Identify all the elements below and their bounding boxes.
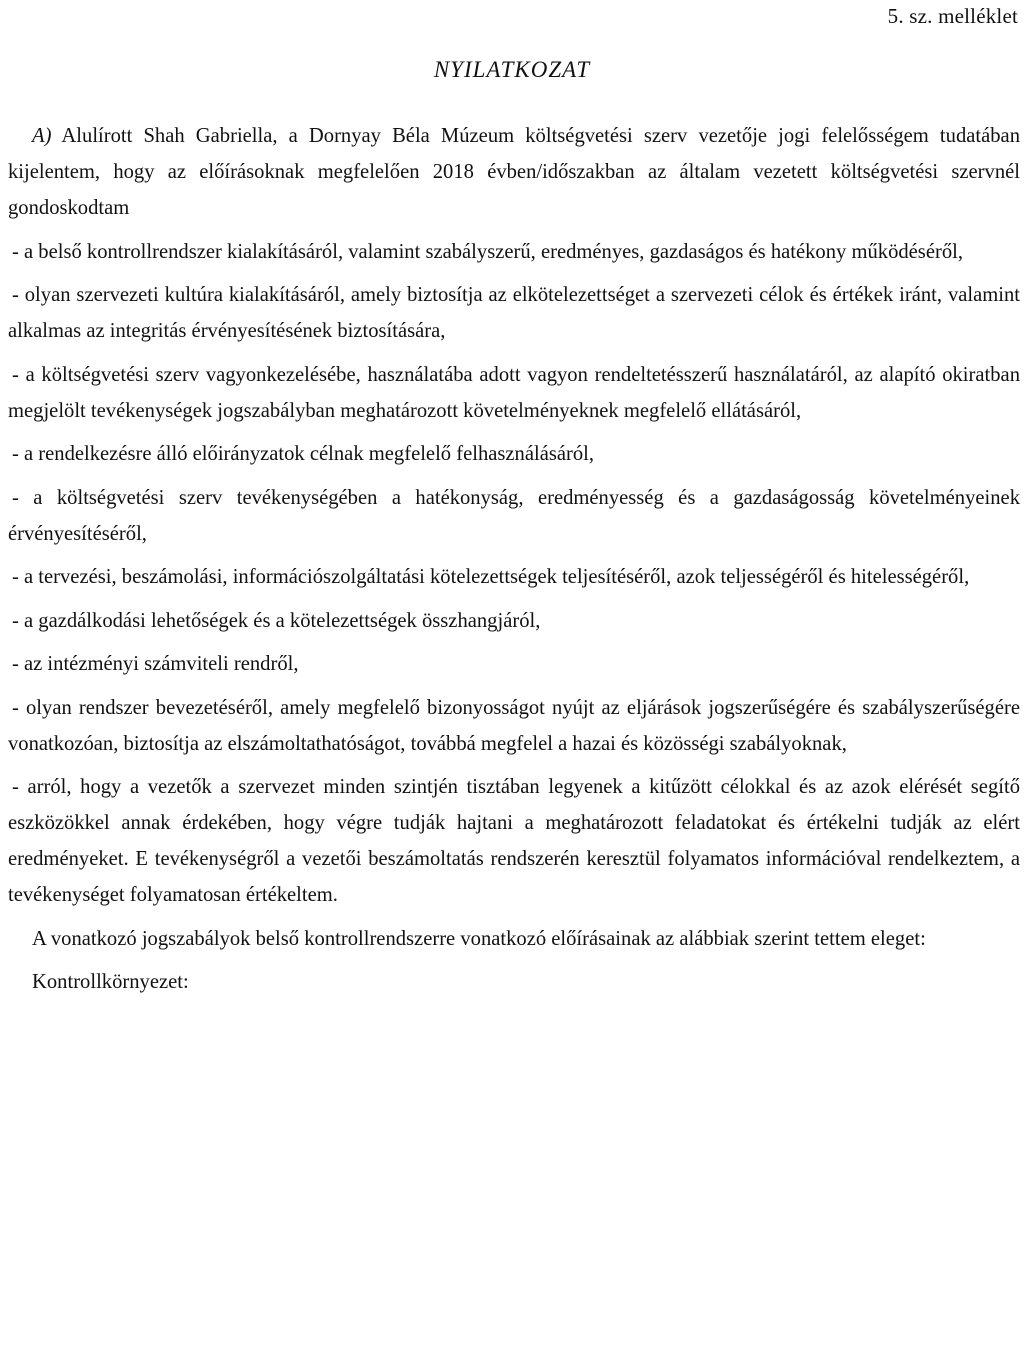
list-item: - a gazdálkodási lehetőségek és a kötelezettségek összhangjáról, <box>12 609 541 632</box>
section-heading: Kontrollkörnyezet: <box>32 971 189 993</box>
intro-text: Alulírott Shah Gabriella, a Dornyay Béla Múzeum költségvetési szerv vezetője jogi felelősségem tudatában kijelentem, hogy az előírásoknak megfelelően 2018 évben/időszakban az általam vezetett költségvetési szervnél gondoskodtam <box>8 125 1020 219</box>
intro-label: A) <box>32 125 52 147</box>
list-item: - olyan szervezeti kultúra kialakításáról, amely biztosítja az elkötelezettséget a szervezeti célok és értékek iránt, valamint alkalmas az integritás érvényesítésének biztosítására, <box>8 284 1020 342</box>
intro-paragraph <box>8 118 1020 226</box>
list-item: - az intézményi számviteli rendről, <box>12 653 299 675</box>
list-item: - olyan rendszer bevezetéséről, amely megfelelő bizonyosságot nyújt az eljárások jogszerűségére és szabályszerűségére vonatkozóan, biztosítja az elszámoltathatóságot, továbbá megfelel a hazai és közösségi szabályoknak, <box>8 696 1020 755</box>
annex-label: 5. sz. melléklet <box>887 4 1018 28</box>
list-item: - a rendelkezésre álló előirányzatok célnak megfelelő felhasználásáról, <box>12 443 595 465</box>
list-item: - a belső kontrollrendszer kialakításáról, valamint szabályszerű, eredményes, gazdaságos és hatékony működéséről, <box>12 240 963 263</box>
list-item: - a költségvetési szerv tevékenységében a hatékonyság, eredményesség és a gazdaságosság követelményeinek érvényesítéséről, <box>8 486 1020 545</box>
list-item: - a tervezési, beszámolási, információszolgáltatási kötelezettségek teljesítéséről, azok teljességéről és hitelességéről, <box>12 566 970 588</box>
document-body <box>8 118 1020 1008</box>
document-title: NYILATKOZAT <box>433 57 591 82</box>
list-item: - arról, hogy a vezetők a szervezet minden szintjén tisztában legyenek a kitűzött célokkal és az azok elérését segítő eszközökkel annak érdekében, hogy végre tudják hajtani a meghatározott feladatokat és értékelni tudják az elért eredményeket. E tevékenységről a vezetői beszámoltatás rendszerén keresztül folyamatos információval rendelkeztem, a tevékenységet folyamatosan értékeltem. <box>8 776 1020 906</box>
closing-paragraph: A vonatkozó jogszabályok belső kontrollrendszerre vonatkozó előírásainak az alábbiak szerint tettem eleget: <box>32 927 926 950</box>
list-item: - a költségvetési szerv vagyonkezelésébe, használatába adott vagyon rendeltetésszerű használatáról, az alapító okiratban megjelölt tevékenységek jogszabályban meghatározott követelményeknek megfelelő ellátásáról, <box>8 363 1020 422</box>
